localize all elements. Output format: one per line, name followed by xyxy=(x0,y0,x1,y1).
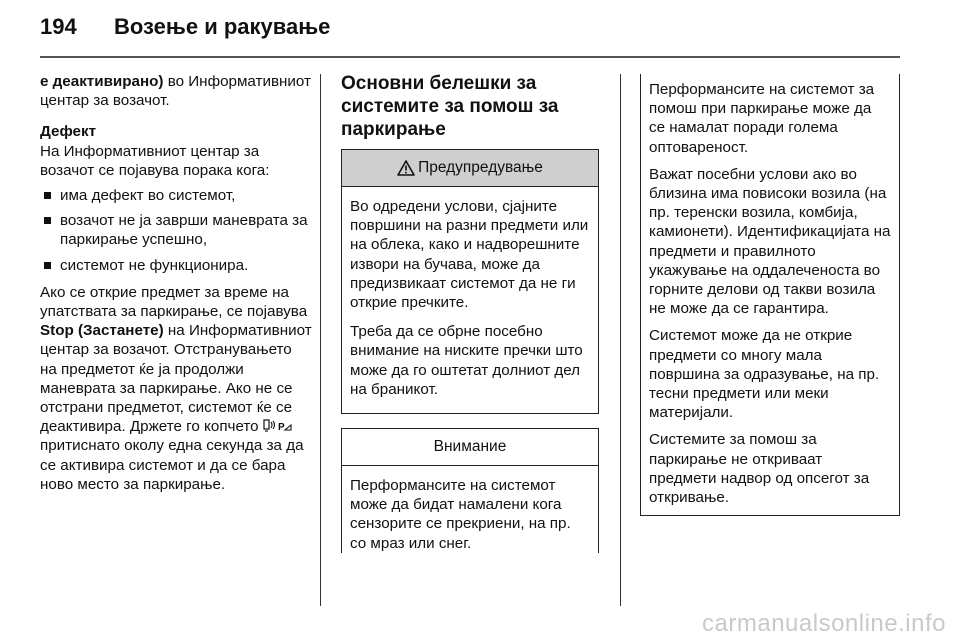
stop-label: Stop (Застанете) xyxy=(40,322,164,340)
continued-caution-body xyxy=(641,74,899,507)
defect-intro: На Информативниот центар за возачот се појавува порака кога: xyxy=(40,142,270,179)
caution-header xyxy=(342,429,598,466)
section-title: Основни белешки за системите за помош за паркирање xyxy=(341,73,559,140)
column-left xyxy=(40,72,312,506)
svg-text:P: P xyxy=(277,422,285,434)
defect-heading: Дефект xyxy=(40,123,97,141)
warning-body xyxy=(342,187,598,413)
warning-label: Предупредување xyxy=(418,159,543,177)
caution-continued-1: Перформансите на системот за помош при паркирање може да се намалат поради голема оптовареност. xyxy=(649,81,875,156)
continued-caution-box xyxy=(640,74,900,516)
paragraph-deactivated xyxy=(40,72,312,110)
list-item: системот не функционира. xyxy=(40,256,312,275)
caution-label: Внимание xyxy=(433,438,507,456)
bullet-square-icon xyxy=(44,192,51,199)
bullet-square-icon xyxy=(44,262,51,269)
warning-text-1: Во одредени услови, сјајните површини на разни предмети или на облека, како и надворешните извори на бучава, може да предизвикаат системот да не ги открие пречките. xyxy=(350,198,589,312)
header-rule xyxy=(40,56,900,58)
page-header xyxy=(40,14,330,44)
column-right xyxy=(640,72,900,530)
watermark: carmanualsonline.info xyxy=(702,610,946,637)
defect-list xyxy=(40,186,312,275)
caution-body xyxy=(342,466,598,553)
column-middle xyxy=(341,72,599,553)
list-item: има дефект во системот, xyxy=(40,186,312,205)
list-item: возачот не ја заврши маневрата за паркирање успешно, xyxy=(40,211,312,249)
page-title: Возење и ракување xyxy=(114,14,331,39)
deactivated-bold: е деактивирано) xyxy=(40,73,164,90)
warning-box xyxy=(341,149,599,414)
paragraph-defect xyxy=(40,122,312,180)
park-assist-button-icon xyxy=(263,419,293,433)
caution-continued-3: Системот може да не открие предмети со многу мала површина за одразување, на пр. тесни предмети или меки материјали. xyxy=(649,327,880,422)
deactivated-text: во Информативниот центар за возачот. xyxy=(40,73,311,110)
warning-triangle-icon xyxy=(397,160,415,176)
bullet-square-icon xyxy=(44,217,51,224)
caution-text: Перформансите на системот може да бидат намалени кога сензорите се прекриени, на пр. со мраз или снег. xyxy=(350,477,571,552)
warning-text-2: Треба да се обрне посебно внимание на ниските пречки што може да го оштетат долниот дел на браникот. xyxy=(350,323,583,398)
caution-continued-4: Системите за помош за паркирање не откриваат предмети надвор од опсегот за откривање. xyxy=(649,431,870,507)
paragraph-stop: Ако се открие предмет за време на упатствата за паркирање, се појавува Stop (Застанете) на Информативниот центар за возачот. Отстранувањето на предметот ќе ја продолжи маневрата за паркирање. Ако не се отстрани предметот, системот ќе се деактивира. Држете го копчето P притиснато околу една секунда за да се активира системот и да се бара ново место за паркирање. xyxy=(40,283,312,493)
caution-box xyxy=(341,428,599,553)
column-divider-right xyxy=(620,74,621,606)
caution-continued-2: Важат посебни услови ако во близина има повисоки возила (на пр. теренски возила, комбија, камионети). Идентификацијата на предмети и правилното укажување на оддалеченоста во горните делови од такви возила не може да се гарантира. xyxy=(649,165,891,318)
warning-header xyxy=(342,150,598,187)
page-number: 194 xyxy=(40,14,77,39)
column-divider-left xyxy=(320,74,321,606)
